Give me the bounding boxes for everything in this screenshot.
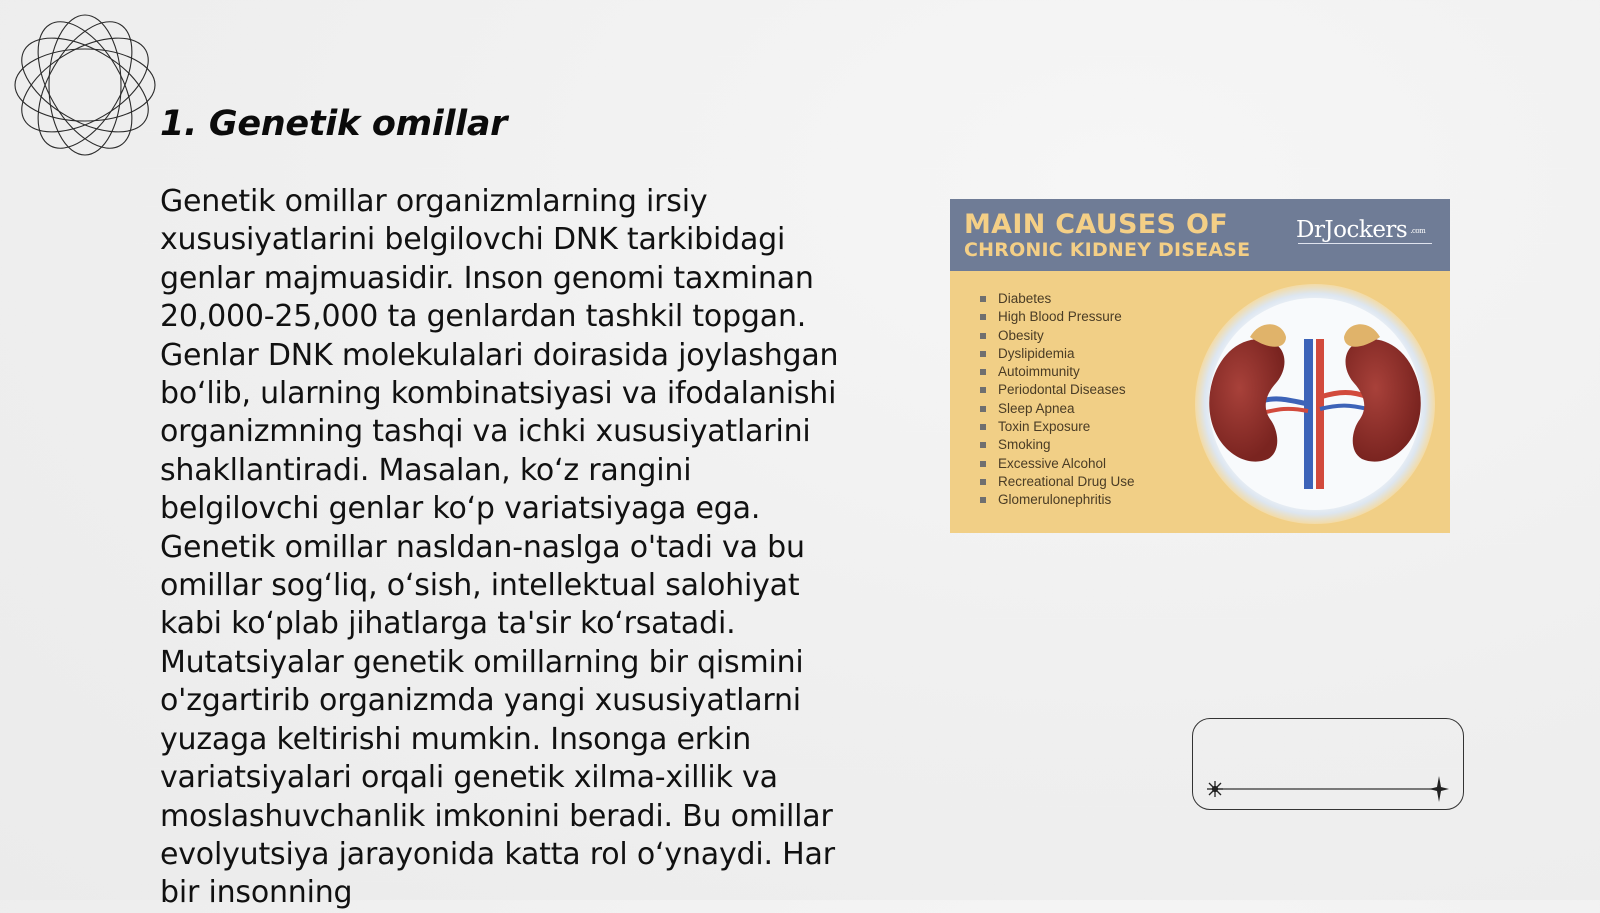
list-item: Dyslipidemia bbox=[980, 345, 1135, 363]
sparkle-icon bbox=[1207, 781, 1223, 797]
list-item: High Blood Pressure bbox=[980, 308, 1135, 326]
star-icon bbox=[1429, 776, 1449, 802]
slide-body-text: Genetik omillar organizmlarning irsiy xususiyatlarini belgilovchi DNK tarkibidagi genlar majmuasidir. Inson genomi taxminan 20,000-25,000 ta genlardan tashkil topgan. Genlar DNK molekulalari doirasida joylashgan bo‘lib, ularning kombinatsiyasi va ifodalanishi organizmning tashqi va ichki xususiyatlarini shakllantiradi. Masalan, ko‘z rangini belgilovchi genlar ko‘p variatsiyaga ega. Genetik omillar nasldan-naslga o'tadi va bu omillar sog‘liq, o‘sish, intellektual salohiyat kabi ko‘plab jihatlarga ta'sir ko‘rsatadi. Mutatsiyalar genetik omillarning bir qismini o'zgartirib organizmda yangi xususiyatlarni yuzaga keltirishi mumkin. Insonga erkin variatsiyalari orqali genetik xilma-xillik va moslashuvchanlik imkonini beradi. Bu omillar evolyutsiya jarayonida katta rol o‘ynaydi. Har bir insonning bbox=[160, 184, 839, 911]
decorative-card bbox=[1192, 718, 1464, 810]
card-line-decoration bbox=[1193, 719, 1463, 809]
list-item: Toxin Exposure bbox=[980, 418, 1135, 436]
brand-logo: DrJockers .com bbox=[1296, 217, 1426, 243]
list-item: Periodontal Diseases bbox=[980, 381, 1135, 399]
list-item: Diabetes bbox=[980, 290, 1135, 308]
infographic-heading-line2: CHRONIC KIDNEY DISEASE bbox=[964, 239, 1251, 261]
list-item: Obesity bbox=[980, 327, 1135, 345]
infographic-header bbox=[950, 199, 1450, 271]
list-item: Sleep Apnea bbox=[980, 400, 1135, 418]
kidney-disease-infographic bbox=[950, 199, 1450, 533]
brand-tagline-rule bbox=[1298, 243, 1432, 247]
orbital-rings-icon bbox=[10, 10, 160, 160]
list-item: Glomerulonephritis bbox=[980, 491, 1135, 509]
kidneys-illustration bbox=[1190, 279, 1440, 529]
list-item: Excessive Alcohol bbox=[980, 455, 1135, 473]
list-item: Smoking bbox=[980, 436, 1135, 454]
list-item: Recreational Drug Use bbox=[980, 473, 1135, 491]
infographic-heading-line1: MAIN CAUSES OF bbox=[964, 209, 1228, 240]
list-item: Autoimmunity bbox=[980, 363, 1135, 381]
causes-list bbox=[980, 290, 1135, 510]
slide-title: 1. Genetik omillar bbox=[160, 104, 508, 144]
